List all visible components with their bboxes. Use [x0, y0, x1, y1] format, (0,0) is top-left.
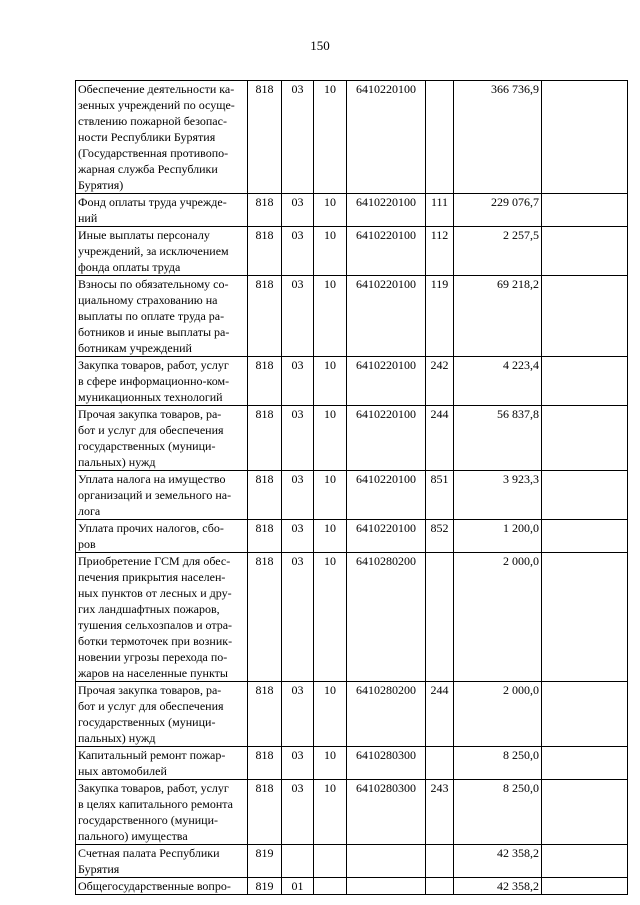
expense-type-code [426, 553, 454, 682]
table-row [76, 276, 628, 357]
row-name-line: ствлению пожарной безопас- [78, 114, 227, 128]
subsection-code: 10 [314, 81, 347, 194]
amount: 1 200,0 [454, 520, 542, 553]
row-name [76, 780, 248, 845]
table-row [76, 406, 628, 471]
ved-code: 818 [248, 553, 282, 682]
expense-type-code [426, 747, 454, 780]
subsection-code: 10 [314, 357, 347, 406]
budget-table-body [76, 81, 628, 895]
row-name-line: ных пунктов от лесных и дру- [78, 586, 232, 600]
table-row [76, 194, 628, 227]
amount: 3 923,3 [454, 471, 542, 520]
row-name-line: Уплата налога на имущество [78, 472, 226, 486]
row-name-line: жарная служба Республики [78, 162, 218, 176]
amount: 366 736,9 [454, 81, 542, 194]
row-name-line: Фонд оплаты труда учрежде- [78, 195, 227, 209]
table-row [76, 471, 628, 520]
row-name-line: ров [78, 537, 96, 551]
expense-type-code [426, 845, 454, 878]
row-name-line: ний [78, 211, 98, 225]
amount: 229 076,7 [454, 194, 542, 227]
target-article-code: 6410280200 [347, 553, 426, 682]
expense-type-code: 242 [426, 357, 454, 406]
row-name-line: Иные выплаты персоналу [78, 228, 210, 242]
row-name [76, 471, 248, 520]
ved-code: 819 [248, 878, 282, 895]
row-name-line: лога [78, 504, 101, 518]
target-article-code: 6410220100 [347, 471, 426, 520]
ved-code: 818 [248, 780, 282, 845]
table-row [76, 747, 628, 780]
amount: 8 250,0 [454, 747, 542, 780]
section-code: 03 [282, 520, 314, 553]
row-name-line: пальных) нужд [78, 455, 156, 469]
table-row [76, 553, 628, 682]
row-name-line: Закупка товаров, работ, услуг [78, 358, 229, 372]
row-name-line: Капитальный ремонт пожар- [78, 748, 226, 762]
ved-code: 818 [248, 357, 282, 406]
row-name-line: жаров на населенные пункты [78, 666, 228, 680]
subsection-code: 10 [314, 194, 347, 227]
row-name-line: Счетная палата Республики [78, 846, 220, 860]
expense-type-code: 112 [426, 227, 454, 276]
table-row [76, 878, 628, 895]
expense-type-code: 119 [426, 276, 454, 357]
empty-column-cell [542, 780, 628, 845]
empty-column-cell [542, 276, 628, 357]
target-article-code: 6410280300 [347, 780, 426, 845]
row-name-line: циальному страхованию на [78, 293, 218, 307]
subsection-code: 10 [314, 276, 347, 357]
expense-type-code [426, 81, 454, 194]
section-code: 03 [282, 747, 314, 780]
row-name-line: выплаты по оплате труда ра- [78, 309, 225, 323]
subsection-code: 10 [314, 471, 347, 520]
row-name [76, 81, 248, 194]
ved-code: 818 [248, 682, 282, 747]
ved-code: 818 [248, 276, 282, 357]
empty-column-cell [542, 878, 628, 895]
budget-table [75, 80, 628, 895]
row-name-line: ности Республики Бурятия [78, 130, 216, 144]
section-code: 03 [282, 406, 314, 471]
target-article-code: 6410220100 [347, 520, 426, 553]
row-name-line: Обеспечение деятельности ка- [78, 82, 235, 96]
row-name [76, 276, 248, 357]
subsection-code: 10 [314, 520, 347, 553]
section-code: 03 [282, 471, 314, 520]
table-row [76, 780, 628, 845]
row-name-line: ных автомобилей [78, 764, 167, 778]
empty-column-cell [542, 406, 628, 471]
empty-column-cell [542, 747, 628, 780]
target-article-code: 6410220100 [347, 81, 426, 194]
row-name-line: Бурятия) [78, 178, 124, 192]
amount: 2 000,0 [454, 682, 542, 747]
amount: 69 218,2 [454, 276, 542, 357]
target-article-code: 6410280200 [347, 682, 426, 747]
target-article-code [347, 845, 426, 878]
expense-type-code: 852 [426, 520, 454, 553]
section-code: 01 [282, 878, 314, 895]
section-code: 03 [282, 194, 314, 227]
table-row [76, 520, 628, 553]
ved-code: 818 [248, 520, 282, 553]
row-name-line: Общегосударственные вопро- [78, 879, 231, 893]
subsection-code [314, 878, 347, 895]
row-name-line: зенных учреждений по осуще- [78, 98, 235, 112]
section-code: 03 [282, 357, 314, 406]
row-name-line: Бурятия [78, 862, 120, 876]
ved-code: 818 [248, 227, 282, 276]
row-name-line: фонда оплаты труда [78, 260, 181, 274]
expense-type-code: 243 [426, 780, 454, 845]
row-name-line: в целях капитального ремонта [78, 797, 233, 811]
target-article-code: 6410220100 [347, 406, 426, 471]
subsection-code: 10 [314, 227, 347, 276]
empty-column-cell [542, 553, 628, 682]
expense-type-code: 244 [426, 682, 454, 747]
target-article-code: 6410220100 [347, 194, 426, 227]
table-row [76, 682, 628, 747]
page-number: 150 [310, 38, 330, 53]
section-code: 03 [282, 81, 314, 194]
row-name-line: в сфере информационно-ком- [78, 374, 230, 388]
expense-type-code [426, 878, 454, 895]
row-name [76, 747, 248, 780]
row-name-line: Уплата прочих налогов, сбо- [78, 521, 224, 535]
empty-column-cell [542, 357, 628, 406]
table-row [76, 227, 628, 276]
table-row [76, 845, 628, 878]
row-name-line: Закупка товаров, работ, услуг [78, 781, 229, 795]
row-name-line: Прочая закупка товаров, ра- [78, 683, 222, 697]
ved-code: 818 [248, 747, 282, 780]
table-row [76, 357, 628, 406]
target-article-code [347, 878, 426, 895]
ved-code: 818 [248, 81, 282, 194]
expense-type-code: 851 [426, 471, 454, 520]
subsection-code: 10 [314, 406, 347, 471]
expense-type-code: 111 [426, 194, 454, 227]
row-name-line: государственных (муници- [78, 439, 216, 453]
section-code: 03 [282, 682, 314, 747]
amount: 42 358,2 [454, 878, 542, 895]
subsection-code: 10 [314, 682, 347, 747]
empty-column-cell [542, 845, 628, 878]
row-name [76, 878, 248, 895]
subsection-code: 10 [314, 780, 347, 845]
row-name [76, 194, 248, 227]
target-article-code: 6410220100 [347, 227, 426, 276]
row-name-line: печения прикрытия населен- [78, 570, 226, 584]
row-name-line: новении угрозы перехода по- [78, 650, 228, 664]
row-name-line: (Государственная противопо- [78, 146, 229, 160]
target-article-code: 6410280300 [347, 747, 426, 780]
target-article-code: 6410220100 [347, 276, 426, 357]
row-name-line: организаций и земельного на- [78, 488, 232, 502]
row-name-line: Взносы по обязательному со- [78, 277, 229, 291]
row-name [76, 845, 248, 878]
row-name-line: ботки термоточек при возник- [78, 634, 233, 648]
subsection-code: 10 [314, 553, 347, 682]
row-name [76, 406, 248, 471]
row-name [76, 553, 248, 682]
empty-column-cell [542, 227, 628, 276]
amount: 56 837,8 [454, 406, 542, 471]
empty-column-cell [542, 471, 628, 520]
amount: 42 358,2 [454, 845, 542, 878]
row-name-line: государственных (муници- [78, 715, 216, 729]
amount: 2 257,5 [454, 227, 542, 276]
row-name-line: тушения сельхозпалов и отра- [78, 618, 233, 632]
row-name-line: учреждений, за исключением [78, 244, 229, 258]
row-name-line: пального) имущества [78, 829, 188, 843]
ved-code: 818 [248, 406, 282, 471]
row-name-line: ботникам учреждений [78, 341, 192, 355]
ved-code: 818 [248, 471, 282, 520]
amount: 2 000,0 [454, 553, 542, 682]
table-row [76, 81, 628, 194]
row-name-line: Приобретение ГСМ для обес- [78, 554, 231, 568]
target-article-code: 6410220100 [347, 357, 426, 406]
amount: 4 223,4 [454, 357, 542, 406]
row-name-line: бот и услуг для обеспечения [78, 423, 224, 437]
row-name-line: государственного (муници- [78, 813, 218, 827]
row-name [76, 227, 248, 276]
row-name-line: ботников и иные выплаты ра- [78, 325, 230, 339]
row-name-line: пальных) нужд [78, 731, 156, 745]
empty-column-cell [542, 520, 628, 553]
ved-code: 818 [248, 194, 282, 227]
empty-column-cell [542, 81, 628, 194]
expense-type-code: 244 [426, 406, 454, 471]
subsection-code [314, 845, 347, 878]
amount: 8 250,0 [454, 780, 542, 845]
section-code: 03 [282, 553, 314, 682]
empty-column-cell [542, 682, 628, 747]
row-name [76, 682, 248, 747]
section-code: 03 [282, 276, 314, 357]
section-code [282, 845, 314, 878]
section-code: 03 [282, 780, 314, 845]
ved-code: 819 [248, 845, 282, 878]
subsection-code: 10 [314, 747, 347, 780]
section-code: 03 [282, 227, 314, 276]
row-name [76, 357, 248, 406]
row-name [76, 520, 248, 553]
row-name-line: муникационных технологий [78, 390, 223, 404]
empty-column-cell [542, 194, 628, 227]
row-name-line: Прочая закупка товаров, ра- [78, 407, 222, 421]
row-name-line: бот и услуг для обеспечения [78, 699, 224, 713]
row-name-line: гих ландшафтных пожаров, [78, 602, 220, 616]
